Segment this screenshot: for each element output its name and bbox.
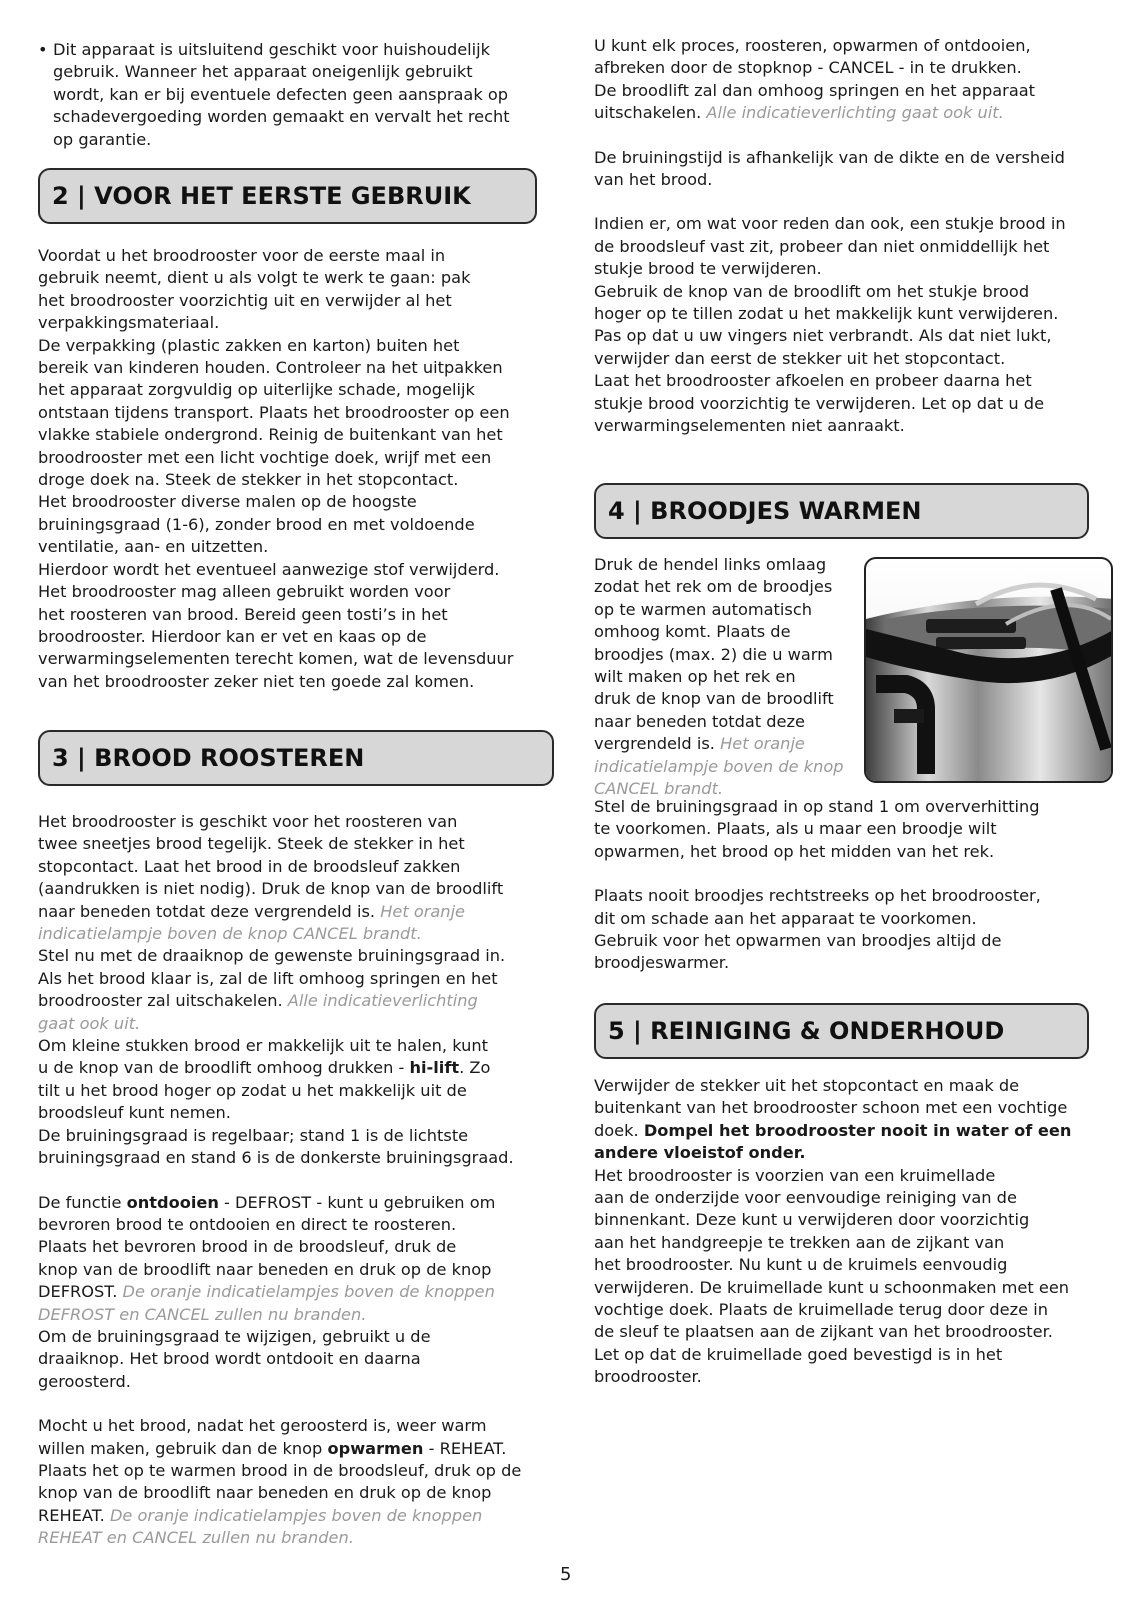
section-5-line: aan het handgreepje te trekken aan de zijkant van: [594, 1232, 1005, 1252]
text-run: naar beneden totdat deze vergrendeld is.: [38, 901, 381, 921]
text-run: De functie: [38, 1192, 127, 1212]
text-run: broodrooster zal uitschakelen.: [38, 991, 288, 1011]
section-2-line: De verpakking (plastic zakken en karton) buiten het: [38, 335, 460, 355]
stuck-bread-line: de broodsleuf vast zit, probeer dan niet onmiddellijk het: [594, 236, 1050, 256]
section-5-line: verwijderen. De kruimellade kunt u schoonmaken met een: [594, 1277, 1070, 1297]
stuck-bread-line: verwarmingselementen niet aanraakt.: [594, 416, 905, 436]
stuck-bread-line: Laat het broodrooster afkoelen en probeer daarna het: [594, 371, 1032, 391]
stuck-bread-line: hoger op te tillen zodat u het makkelijk kunt verwijderen.: [594, 304, 1059, 324]
section-2-body: [38, 245, 548, 693]
section-4-line: op te warmen automatisch: [594, 599, 812, 619]
indicator-note: Het oranje: [380, 901, 466, 921]
intro-line: schadevergoeding worden gemaakt en vervalt het recht: [53, 107, 510, 127]
stuck-bread-line: Pas op dat u uw vingers niet verbrandt. Als dat niet lukt,: [594, 326, 1052, 346]
indicator-note: Alle indicatieverlichting: [287, 991, 478, 1011]
browning-time-line: van het brood.: [594, 170, 713, 190]
section-3-line: knop van de broodlift naar beneden en druk op de knop: [38, 1483, 492, 1503]
section-5-line: [594, 1142, 1109, 1164]
section-4-line: omhoog komt. Plaats de: [594, 622, 791, 642]
section-3-line: Plaats het bevroren brood in de broodsleuf, druk de: [38, 1237, 457, 1257]
section-2-line: broodrooster met een licht vochtige doek, wrijf met een: [38, 447, 492, 467]
section-2-line: droge doek na. Steek de stekker in het stopcontact.: [38, 470, 459, 490]
section-3-line: [38, 1505, 553, 1527]
section-4-line: wilt maken op het rek en: [594, 667, 796, 687]
section-4-line: zodat het rek om de broodjes: [594, 577, 833, 597]
section-2-line: verpakkingsmateriaal.: [38, 313, 220, 333]
text-run: DEFROST.: [38, 1282, 123, 1302]
section-4-heading: 4 | BROODJES WARMEN: [594, 483, 1089, 539]
section-2-line: ventilatie, aan- en uitzetten.: [38, 537, 269, 557]
text-run: doek.: [594, 1120, 644, 1140]
section-3-line: tilt u het brood hoger op zodat u het makkelijk uit de: [38, 1080, 467, 1100]
section-4-line: Stel de bruiningsgraad in op stand 1 om oververhitting: [594, 797, 1040, 816]
section-2-line: Voordat u het broodrooster voor de eerste maal in: [38, 246, 446, 265]
indicator-note: REHEAT en CANCEL zullen nu branden.: [38, 1528, 354, 1548]
section-3-line: Om kleine stukken brood er makkelijk uit te halen, kunt: [38, 1036, 488, 1056]
section-4-line: Gebruik voor het opwarmen van broodjes altijd de: [594, 931, 1002, 951]
indicator-note: indicatielampje boven de knop CANCEL brandt.: [38, 924, 422, 944]
section-5-line: het broodrooster. Nu kunt u de kruimels eenvoudig: [594, 1255, 1008, 1275]
section-5-line: [594, 1120, 1109, 1142]
cancel-line: U kunt elk proces, roosteren, opwarmen of ontdooien,: [594, 36, 1031, 55]
section-5-line: de sleuf te plaatsen aan de zijkant van het broodrooster.: [594, 1322, 1053, 1342]
section-4-line: druk de knop van de broodlift: [594, 689, 834, 709]
section-3-line: [38, 901, 553, 923]
section-2-line: Het broodrooster diverse malen op de hoogste: [38, 492, 417, 512]
section-3-line: De bruiningsgraad is regelbaar; stand 1 is de lichtste: [38, 1125, 469, 1145]
text-run: - REHEAT.: [423, 1438, 507, 1458]
cancel-line: [594, 102, 1109, 124]
section-2-heading: 2 | VOOR HET EERSTE GEBRUIK: [38, 168, 537, 224]
section-5-body: [594, 1075, 1109, 1389]
section-4-body: [594, 554, 864, 800]
indicator-note: CANCEL brandt.: [594, 779, 724, 799]
section-2-line: bruiningsgraad (1-6), zonder brood en met voldoende: [38, 514, 475, 534]
section-3-line: Om de bruiningsgraad te wijzigen, gebruikt u de: [38, 1326, 431, 1346]
text-run: vergrendeld is.: [594, 734, 721, 754]
section-3-line: [38, 1057, 553, 1079]
section-3-line: stopcontact. Laat het brood in de broodsleuf zakken: [38, 856, 461, 876]
section-4-line: opwarmen, het brood op het midden van het rek.: [594, 841, 995, 861]
section-2-line: broodrooster. Hierdoor kan er vet en kaas op de: [38, 626, 427, 646]
indicator-note: De oranje indicatielampjes boven de knoppen: [109, 1505, 483, 1525]
section-5-heading: 5 | REINIGING & ONDERHOUD: [594, 1003, 1089, 1059]
section-2-line: het broodrooster voorzichtig uit en verwijder al het: [38, 290, 452, 310]
bullet-symbol: •: [38, 40, 48, 59]
section-5-line: Verwijder de stekker uit het stopcontact en maak de: [594, 1076, 1020, 1095]
section-2-line: Het broodrooster mag alleen gebruikt worden voor: [38, 582, 451, 602]
stuck-bread-line: Gebruik de knop van de broodlift om het stukje brood: [594, 281, 1030, 301]
section-3-line: Mocht u het brood, nadat het geroosterd is, weer warm: [38, 1416, 487, 1436]
section-3-line: [38, 1438, 553, 1460]
text-run: . Zo: [459, 1058, 491, 1078]
toaster-bun-rack-photo: [864, 557, 1113, 783]
section-5-line: broodrooster.: [594, 1367, 702, 1387]
section-2-line: gebruik neemt, dient u als volgt te werk te gaan: pak: [38, 268, 471, 288]
opwarmen-term: opwarmen: [327, 1438, 424, 1458]
stuck-bread-line: stukje brood voorzichtig te verwijderen. Let op dat u de: [594, 393, 1045, 413]
indicator-note: Het oranje: [720, 734, 805, 754]
section-4-line: broodjeswarmer.: [594, 953, 730, 973]
section-2-line: bereik van kinderen houden. Controleer na het uitpakken: [38, 358, 503, 378]
ontdooien-term: ontdooien: [126, 1192, 219, 1212]
intro-line: gebruik. Wanneer het apparaat oneigenlijk gebruikt: [53, 62, 473, 82]
section-2-line: verwarmingselementen terecht komen, wat de levensduur: [38, 649, 514, 669]
stuck-bread-line: stukje brood te verwijderen.: [594, 259, 822, 279]
text-run: uitschakelen.: [594, 103, 707, 123]
section-3-line: knop van de broodlift naar beneden en druk op de knop: [38, 1259, 492, 1279]
section-3-heading: 3 | BROOD ROOSTEREN: [38, 730, 554, 786]
indicator-note: De oranje indicatielampjes boven de knoppen: [122, 1282, 495, 1302]
page-number: 5: [560, 1564, 572, 1585]
indicator-note: gaat ook uit.: [38, 1013, 141, 1033]
section-5-line: vochtige doek. Plaats de kruimellade terug door deze in: [594, 1300, 1049, 1320]
cancel-line: afbreken door de stopknop - CANCEL - in te drukken.: [594, 58, 1022, 78]
text-run: u de knop van de broodlift omhoog drukken -: [38, 1058, 410, 1078]
section-5-line: buitenkant van het broodrooster schoon met een vochtige: [594, 1098, 1068, 1118]
indicator-note: DEFROST en CANCEL zullen nu branden.: [38, 1304, 367, 1324]
section-2-line: het apparaat zorgvuldig op uiterlijke schade, mogelijk: [38, 380, 475, 400]
section-3-line: bruiningsgraad en stand 6 is de donkerste bruiningsgraad.: [38, 1148, 514, 1168]
section-2-line: ontstaan tijdens transport. Plaats het broodrooster op een: [38, 402, 510, 422]
indicator-note: indicatielampje boven de knop: [594, 756, 844, 776]
warning-text: andere vloeistof onder.: [594, 1143, 806, 1163]
section-4-line: Druk de hendel links omlaag: [594, 555, 827, 574]
text-run: willen maken, gebruik dan de knop: [38, 1438, 328, 1458]
section-4-line: dit om schade aan het apparaat te voorkomen.: [594, 908, 977, 928]
text-run: - DEFROST - kunt u gebruiken om: [218, 1192, 496, 1212]
section-3-line: twee sneetjes brood tegelijk. Steek de stekker in het: [38, 834, 465, 854]
section-4-line: [594, 733, 864, 755]
section-4-line: Plaats nooit broodjes rechtstreeks op het broodrooster,: [594, 886, 1041, 906]
section-3-line: (aandrukken is niet nodig). Druk de knop van de broodlift: [38, 879, 504, 899]
section-3-line: broodsleuf kunt nemen.: [38, 1103, 231, 1123]
section-3-line: Als het brood klaar is, zal de lift omhoog springen en het: [38, 968, 498, 988]
section-3-body: [38, 811, 553, 1550]
section-2-line: van het broodrooster zeker niet ten goede zal komen.: [38, 671, 475, 691]
section-3-line: Plaats het op te warmen brood in de broodsleuf, druk op de: [38, 1460, 522, 1480]
stuck-bread-line: Indien er, om wat voor reden dan ook, een stukje brood in: [594, 214, 1066, 234]
section-3-line: Het broodrooster is geschikt voor het roosteren van: [38, 812, 458, 831]
stuck-bread-line: verwijder dan eerst de stekker uit het stopcontact.: [594, 348, 1006, 368]
browning-time-line: De bruiningstijd is afhankelijk van de dikte en de versheid: [594, 147, 1065, 167]
intro-line: op garantie.: [53, 129, 152, 149]
warning-text: Dompel het broodrooster nooit in water of een: [643, 1120, 1072, 1140]
section-4-line: naar beneden totdat deze: [594, 711, 805, 731]
section-3-line: geroosterd.: [38, 1371, 131, 1391]
intro-line: wordt, kan er bij eventuele defecten geen aanspraak op: [53, 84, 509, 104]
section-3-line: [38, 990, 553, 1012]
section-3-line: bevroren brood te ontdooien en direct te roosteren.: [38, 1214, 457, 1234]
section-3-line: draaiknop. Het brood wordt ontdooit en daarna: [38, 1349, 421, 1369]
section-4-line: broodjes (max. 2) die u warm: [594, 644, 833, 664]
cancel-line: De broodlift zal dan omhoog springen en het apparaat: [594, 80, 1036, 100]
intro-line: Dit apparaat is uitsluitend geschikt voor huishoudelijk: [53, 40, 491, 59]
section-2-line: vlakke stabiele ondergrond. Reinig de buitenkant van het: [38, 425, 503, 445]
section-5-line: aan de onderzijde voor eenvoudige reiniging van de: [594, 1188, 1017, 1208]
section-2-line: het roosteren van brood. Bereid geen tosti’s in het: [38, 604, 448, 624]
section-2-line: Hierdoor wordt het eventueel aanwezige stof verwijderd.: [38, 559, 500, 579]
section-3-line: [38, 1192, 553, 1214]
intro-bullet: [38, 39, 538, 151]
section-5-line: Het broodrooster is voorzien van een kruimellade: [594, 1165, 996, 1185]
section-4-after: [594, 796, 1109, 975]
section-5-line: binnenkant. Deze kunt u verwijderen door voorzichtig: [594, 1210, 1030, 1230]
section-3-line: Stel nu met de draaiknop de gewenste bruiningsgraad in.: [38, 946, 506, 966]
section-3-line: [38, 1281, 553, 1303]
text-run: REHEAT.: [38, 1505, 110, 1525]
section-5-line: Let op dat de kruimellade goed bevestigd is in het: [594, 1344, 1003, 1364]
right-top-body: [594, 35, 1109, 438]
hi-lift-term: hi-lift: [409, 1058, 460, 1078]
section-4-line: te voorkomen. Plaats, als u maar een broodje wilt: [594, 819, 997, 839]
indicator-note: Alle indicatieverlichting gaat ook uit.: [706, 103, 1004, 123]
